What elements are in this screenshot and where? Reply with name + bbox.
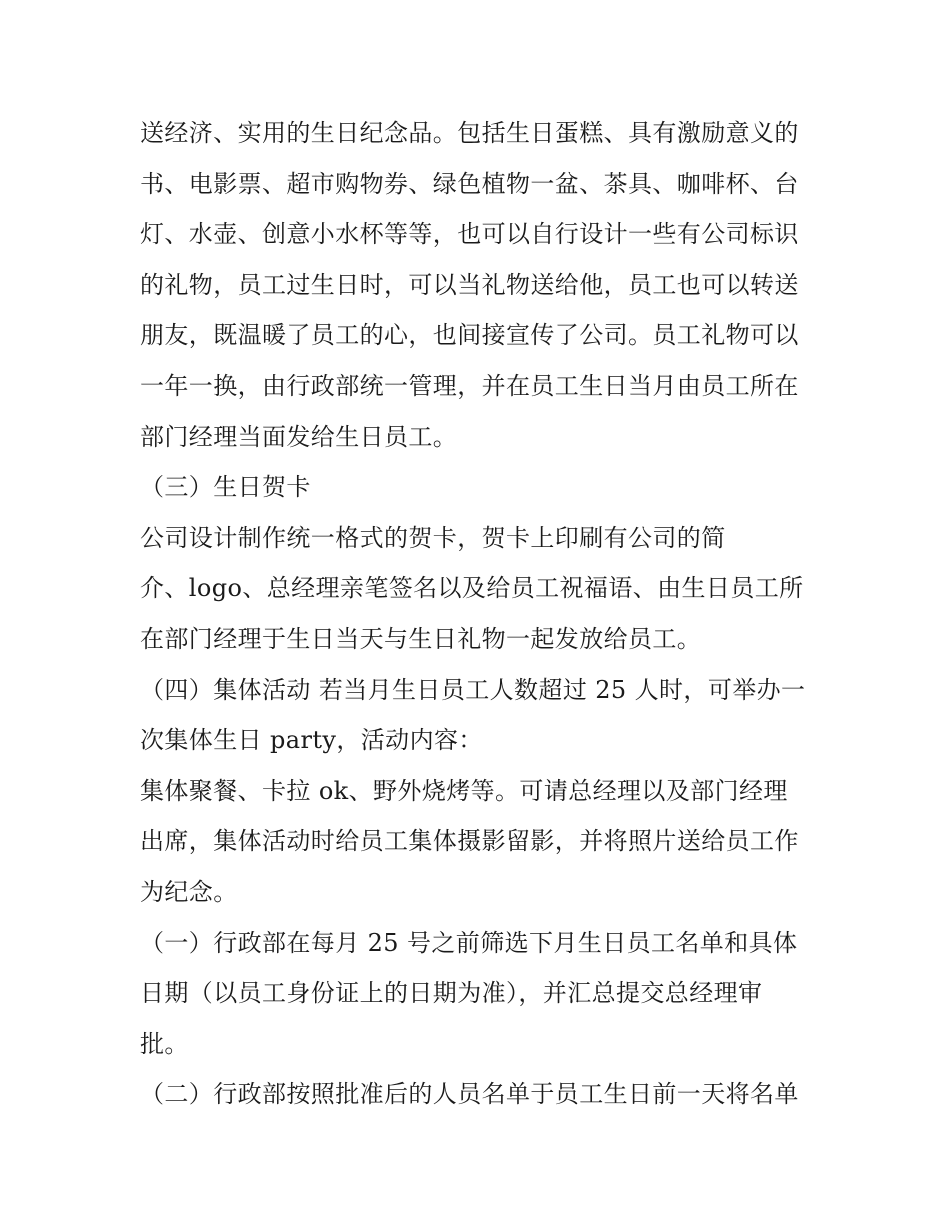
section-heading: （三）生日贺卡 (140, 473, 311, 502)
text-line: 次集体生日 party，活动内容： (140, 726, 483, 755)
text-line: 部门经理当面发给生日员工。 (140, 422, 458, 451)
text-line: 集体聚餐、卡拉 ok、野外烧烤等。可请总经理以及部门经理 (140, 776, 788, 805)
document-body (140, 108, 820, 1120)
text-line: 日期（以员工身份证上的日期为准），并汇总提交总经理审 (140, 979, 763, 1008)
text-line: 介、logo、总经理亲笔签名以及给员工祝福语、由生日员工所 (140, 574, 804, 603)
text-line: 在部门经理于生日当天与生日礼物一起发放给员工。 (140, 624, 702, 653)
text-line: 批。 (140, 1029, 189, 1058)
text-line: 送经济、实用的生日纪念品。包括生日蛋糕、具有激励意义的 (140, 119, 799, 147)
text-line: 的礼物，员工过生日时，可以当礼物送给他，员工也可以转送 (140, 270, 799, 299)
text-line: 一年一换，由行政部统一管理，并在员工生日当月由员工所在 (140, 371, 799, 400)
text-line: 朋友，既温暖了员工的心，也间接宣传了公司。员工礼物可以 (140, 321, 799, 350)
text-line: （一）行政部在每月 25 号之前筛选下月生日员工名单和具体 (140, 928, 798, 957)
text-line: 灯、水壶、创意小水杯等等，也可以自行设计一些有公司标识 (140, 220, 799, 249)
text-line: 公司设计制作统一格式的贺卡，贺卡上印刷有公司的简 (140, 523, 726, 552)
text-line: 为纪念。 (140, 877, 238, 906)
text-line: 书、电影票、超市购物券、绿色植物一盆、茶具、咖啡杯、台 (140, 169, 799, 198)
section-heading: （四）集体活动 若当月生日员工人数超过 25 人时，可举办一 (140, 675, 806, 704)
text-line: 出席，集体活动时给员工集体摄影留影，并将照片送给员工作 (140, 827, 799, 856)
text-line: （二）行政部按照批准后的人员名单于员工生日前一天将名单 (140, 1080, 799, 1109)
